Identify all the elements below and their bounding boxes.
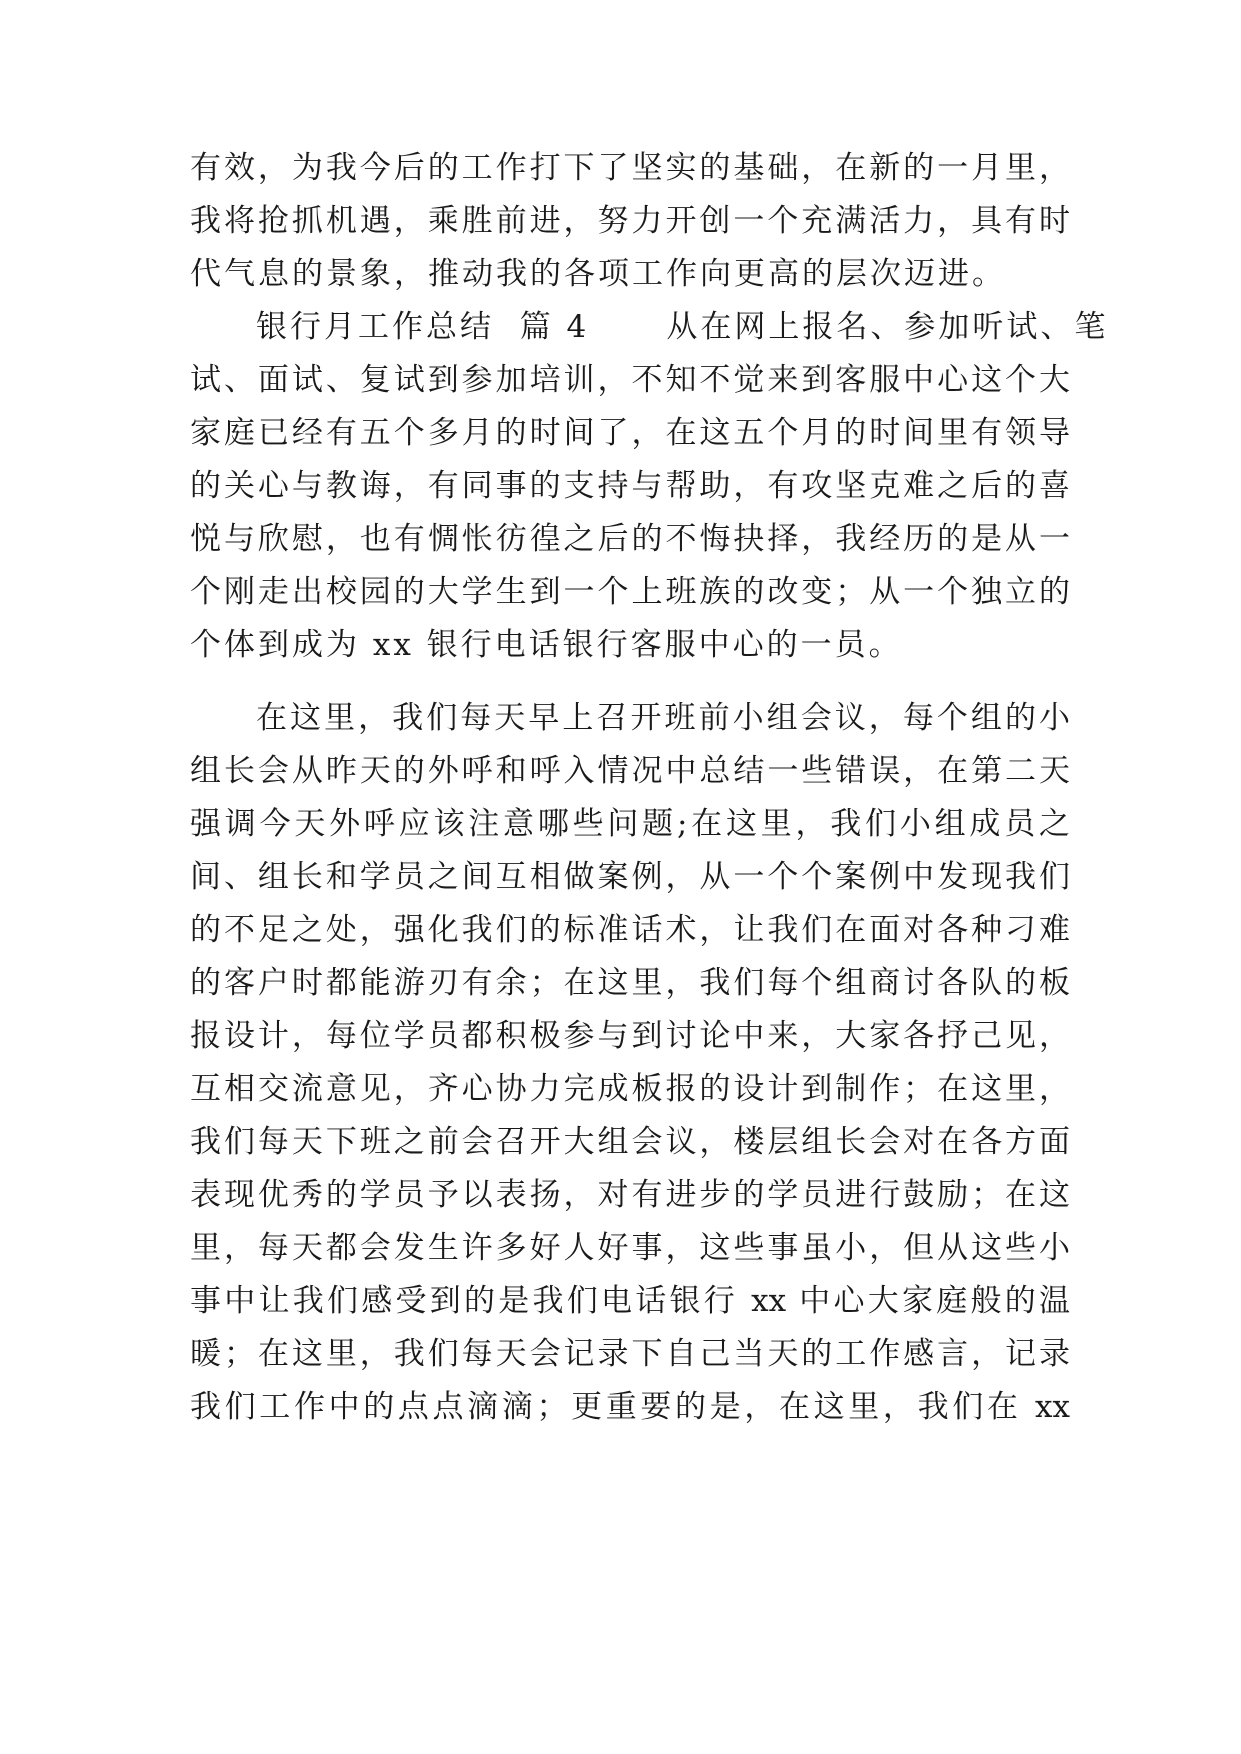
text-line: 有效，为我今后的工作打下了坚实的基础，在新的一月里， bbox=[190, 150, 1070, 186]
paragraph-first-line: 在这里，我们每天早上召开班前小组会议，每个组的小 bbox=[256, 700, 1070, 736]
section-heading-line: 银行月工作总结 篇 4 从在网上报名、参加听试、笔 bbox=[256, 309, 1109, 345]
text-line: 代气息的景象，推动我的各项工作向更高的层次迈进。 bbox=[190, 256, 1006, 292]
text-line: 的客户时都能游刃有余；在这里，我们每个组商讨各队的板 bbox=[190, 965, 1070, 1001]
text-line: 表现优秀的学员予以表扬，对有进步的学员进行鼓励；在这 bbox=[190, 1177, 1070, 1213]
text-line: 悦与欣慰，也有惆怅彷徨之后的不悔抉择，我经历的是从一 bbox=[190, 521, 1070, 557]
text-line: 强调今天外呼应该注意哪些问题;在这里，我们小组成员之 bbox=[190, 806, 1070, 842]
text-line: 里，每天都会发生许多好人好事，这些事虽小，但从这些小 bbox=[190, 1230, 1070, 1266]
text-line: 暖；在这里，我们每天会记录下自己当天的工作感言，记录 bbox=[190, 1336, 1070, 1372]
text-line: 家庭已经有五个多月的时间了，在这五个月的时间里有领导 bbox=[190, 415, 1070, 451]
text-line: 事中让我们感受到的是我们电话银行 xx 中心大家庭般的温 bbox=[190, 1283, 1070, 1319]
text-line: 个刚走出校园的大学生到一个上班族的改变；从一个独立的 bbox=[190, 574, 1070, 610]
text-line: 个体到成为 xx 银行电话银行客服中心的一员。 bbox=[190, 627, 903, 663]
text-line: 互相交流意见，齐心协力完成板报的设计到制作；在这里， bbox=[190, 1071, 1070, 1107]
text-line: 间、组长和学员之间互相做案例，从一个个案例中发现我们 bbox=[190, 859, 1070, 895]
text-line: 试、面试、复试到参加培训，不知不觉来到客服中心这个大 bbox=[190, 362, 1070, 398]
text-line: 我将抢抓机遇，乘胜前进，努力开创一个充满活力，具有时 bbox=[190, 203, 1070, 239]
text-line: 的不足之处，强化我们的标准话术，让我们在面对各种刁难 bbox=[190, 912, 1070, 948]
text-line: 我们每天下班之前会召开大组会议，楼层组长会对在各方面 bbox=[190, 1124, 1070, 1160]
text-line: 组长会从昨天的外呼和呼入情况中总结一些错误，在第二天 bbox=[190, 753, 1070, 789]
text-line: 的关心与教诲，有同事的支持与帮助，有攻坚克难之后的喜 bbox=[190, 468, 1070, 504]
text-line: 我们工作中的点点滴滴；更重要的是，在这里，我们在 xx bbox=[190, 1389, 1070, 1425]
text-line: 报设计，每位学员都积极参与到讨论中来，大家各抒己见， bbox=[190, 1018, 1070, 1054]
